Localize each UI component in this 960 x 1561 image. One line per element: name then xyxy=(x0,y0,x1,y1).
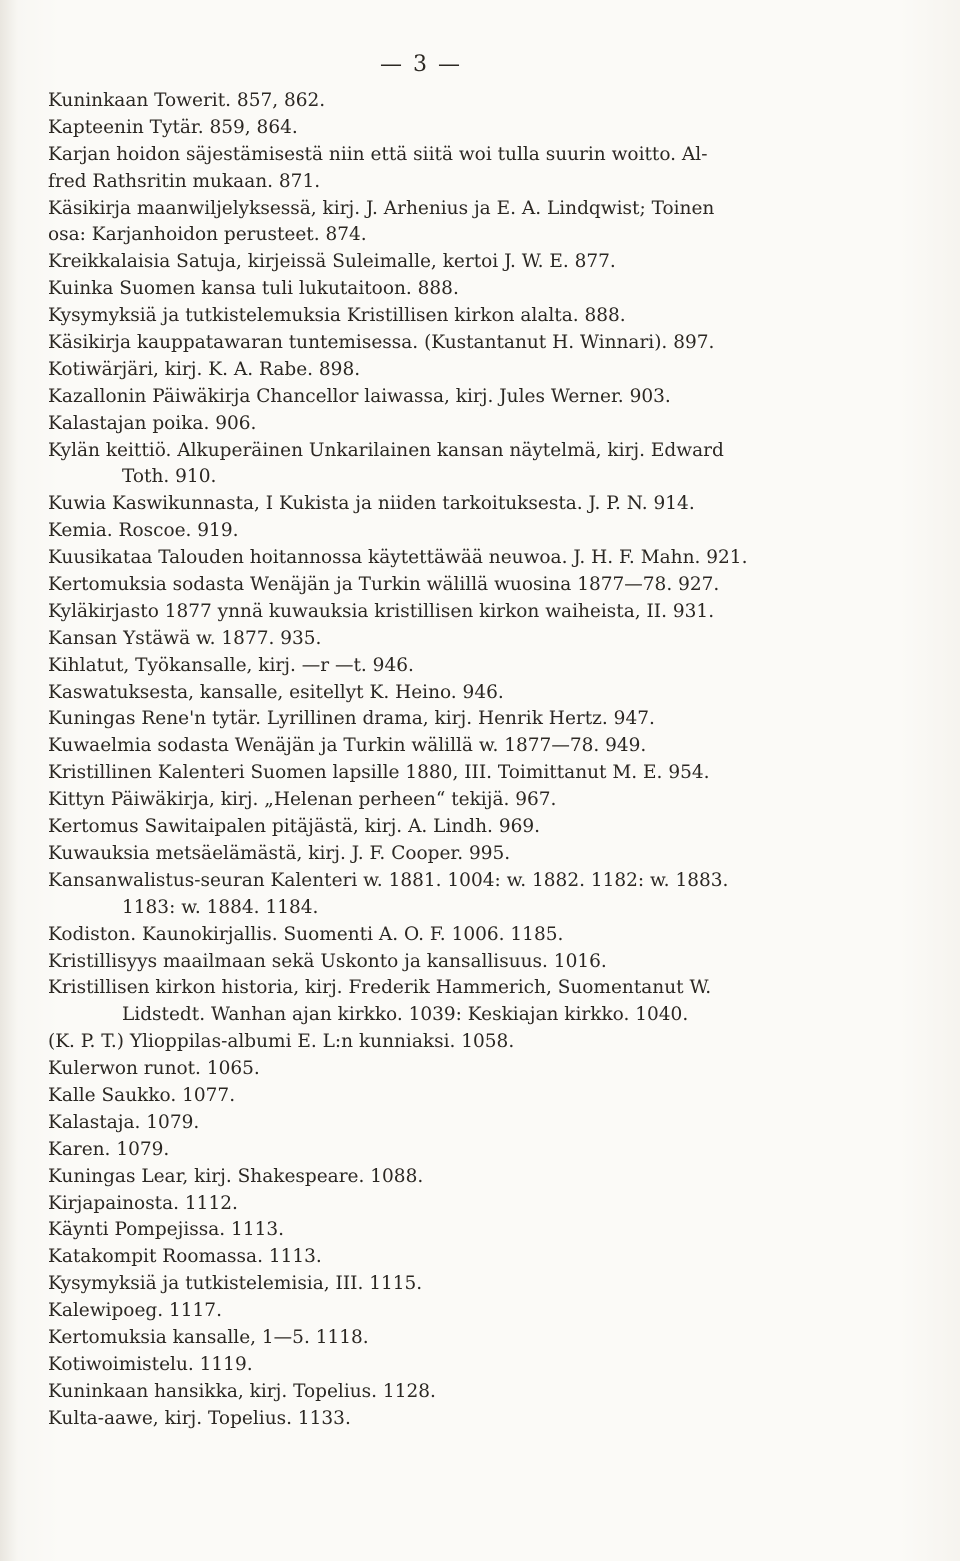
index-entry-line: Kuwauksia metsäelämästä, kirj. J. F. Cooper. 995. xyxy=(48,842,511,864)
index-entry-line: Käynti Pompejissa. 1113. xyxy=(48,1219,285,1241)
index-entry-line: Kihlatut, Työkansalle, kirj. —r —t. 946. xyxy=(48,654,414,676)
index-entry-line: Kalastajan poika. 906. xyxy=(48,412,257,434)
page-number: — 3 — xyxy=(380,52,462,77)
index-entry-line: Kalewipoeg. 1117. xyxy=(48,1300,222,1322)
index-entry-line: osa: Karjanhoidon perusteet. 874. xyxy=(48,224,367,246)
index-entry-line: Kalle Saukko. 1077. xyxy=(48,1084,236,1106)
index-entry-line: Kyläkirjasto 1877 ynnä kuwauksia kristillisen kirkon waiheista, II. 931. xyxy=(48,600,715,622)
index-entry-line: Kodiston. Kaunokirjallis. Suomenti A. O. F. 1006. 1185. xyxy=(48,923,564,945)
index-entry-line: Kertomuksia kansalle, 1—5. 1118. xyxy=(48,1326,369,1348)
index-entry-line: Kuninkaan Towerit. 857, 862. xyxy=(48,90,326,111)
index-entry-line: fred Rathsritin mukaan. 871. xyxy=(48,170,321,192)
index-entry-line: Kristillinen Kalenteri Suomen lapsille 1880, III. Toimittanut M. E. 954. xyxy=(48,762,710,784)
index-entry-line: Kertomuksia sodasta Wenäjän ja Turkin wälillä wuosina 1877—78. 927. xyxy=(48,574,720,596)
index-entry-line: Kittyn Päiwäkirja, kirj. „Helenan perheen“ tekijä. 967. xyxy=(48,789,557,811)
index-entry-line: Käsikirja maanwiljelyksessä, kirj. J. Arhenius ja E. A. Lindqwist; Toinen xyxy=(48,197,715,219)
index-entry-line: Kuwaelmia sodasta Wenäjän ja Turkin wälillä w. 1877—78. 949. xyxy=(48,735,647,757)
index-entry-line: Kansanwalistus-seuran Kalenteri w. 1881. 1004: w. 1882. 1182: w. 1883. xyxy=(48,869,729,891)
index-entry-line: Käsikirja kauppatawaran tuntemisessa. (Kustantanut H. Winnari). 897. xyxy=(48,332,715,354)
index-entry-line: Kertomus Sawitaipalen pitäjästä, kirj. A. Lindh. 969. xyxy=(48,816,541,838)
index-entry-line: Kaswatuksesta, kansalle, esitellyt K. Heino. 946. xyxy=(48,681,504,703)
index-entry-line: Karen. 1079. xyxy=(48,1138,170,1160)
index-entry-line: Kuningas Rene'n tytär. Lyrillinen drama, kirj. Henrik Hertz. 947. xyxy=(48,708,655,730)
index-entry-continuation: Toth. 910. xyxy=(122,466,217,488)
index-entry-line: Kotiwärjäri, kirj. K. A. Rabe. 898. xyxy=(48,358,361,380)
index-entry-line: Kazallonin Päiwäkirja Chancellor laiwassa, kirj. Jules Werner. 903. xyxy=(48,385,671,407)
index-entry-line: Kuusikataa Talouden hoitannossa käytettäwää neuwoa. J. H. F. Mahn. 921. xyxy=(48,547,748,569)
index-entry-line: Kreikkalaisia Satuja, kirjeissä Suleimalle, kertoi J. W. E. 877. xyxy=(48,251,616,273)
index-entry-line: Kulerwon runot. 1065. xyxy=(48,1058,260,1080)
index-entry-line: Kuninkaan hansikka, kirj. Topelius. 1128. xyxy=(48,1380,436,1402)
index-entry-line: Kristillisyys maailmaan sekä Uskonto ja kansallisuus. 1016. xyxy=(48,950,607,972)
index-entry-line: Kemia. Roscoe. 919. xyxy=(48,520,239,542)
index-entry-continuation: 1183: w. 1884. 1184. xyxy=(122,896,319,918)
index-entry-line: Kirjapainosta. 1112. xyxy=(48,1192,238,1214)
index-entry-line: Kysymyksiä ja tutkistelemuksia Kristillisen kirkon alalta. 888. xyxy=(48,305,626,327)
index-entry-line: (K. P. T.) Ylioppilas-albumi E. L:n kunniaksi. 1058. xyxy=(48,1031,515,1053)
index-entry-line: Kansan Ystäwä w. 1877. 935. xyxy=(48,627,322,649)
index-entry-line: Kuwia Kaswikunnasta, I Kukista ja niiden tarkoituksesta. J. P. N. 914. xyxy=(48,493,695,515)
index-entry-continuation: Lidstedt. Wanhan ajan kirkko. 1039: Keskiajan kirkko. 1040. xyxy=(122,1004,689,1026)
index-entries-list xyxy=(48,88,908,1433)
index-entry-line: Kysymyksiä ja tutkistelemisia, III. 1115. xyxy=(48,1273,423,1295)
index-entry-line: Kristillisen kirkon historia, kirj. Frederik Hammerich, Suomentanut W. xyxy=(48,977,712,999)
index-entry-line: Kapteenin Tytär. 859, 864. xyxy=(48,116,298,138)
index-entry-line: Katakompit Roomassa. 1113. xyxy=(48,1246,322,1268)
index-entry-line: Kotiwoimistelu. 1119. xyxy=(48,1353,253,1375)
index-entry-line: Kuinka Suomen kansa tuli lukutaitoon. 888. xyxy=(48,278,459,300)
index-entry-line: Kuningas Lear, kirj. Shakespeare. 1088. xyxy=(48,1165,424,1187)
index-entry-line: Kulta-aawe, kirj. Topelius. 1133. xyxy=(48,1407,351,1429)
index-entry-line: Kylän keittiö. Alkuperäinen Unkarilainen kansan näytelmä, kirj. Edward xyxy=(48,439,724,461)
index-entry-line: Kalastaja. 1079. xyxy=(48,1111,200,1133)
index-entry-line: Karjan hoidon säjestämisestä niin että siitä woi tulla suurin woitto. Al- xyxy=(48,143,708,165)
